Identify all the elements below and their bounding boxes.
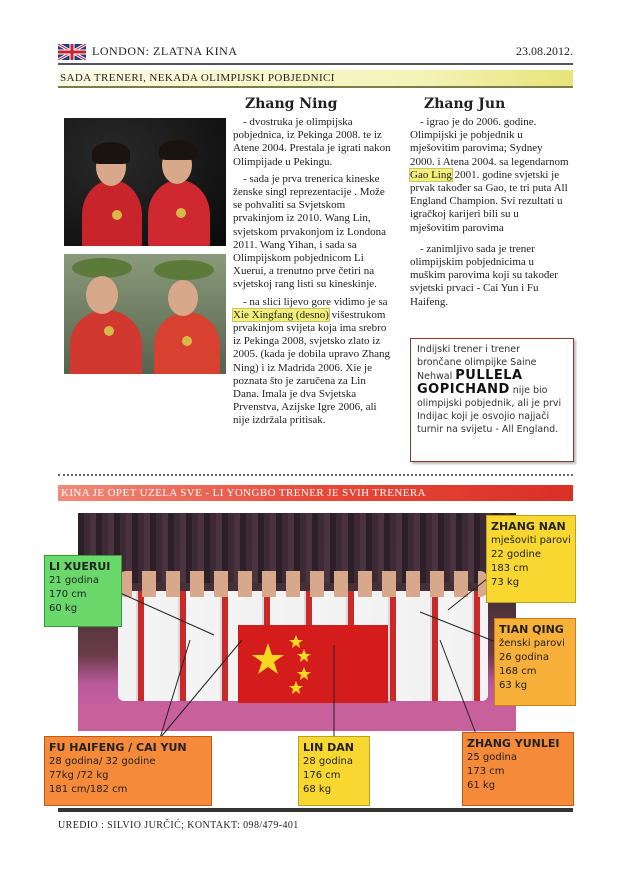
zhang-jun-p1-after: 2001. godine svjetski je prvak također sa Gao, te tri puta All England Champion. Svi rezultati u igračkoj karijeri bili su u mješovitim parovima <box>410 168 568 234</box>
zhang-nan-age: 22 godine <box>491 549 541 560</box>
tian-qing-weight: 63 kg <box>499 680 528 691</box>
lin-dan-height: 176 cm <box>303 770 341 781</box>
infobox-before: Indijski trener i trener brončane olimpijke Saine Nehwal <box>417 344 537 382</box>
heading-zhang-ning: Zhang Ning <box>245 96 338 112</box>
section2-title: KINA JE OPET UZELA SVE - LI YONGBO TRENER JE SVIH TRENERA <box>61 487 426 499</box>
lin-dan-weight: 68 kg <box>303 784 332 795</box>
label-fu-haifeng-cai-yun <box>44 736 212 806</box>
lin-dan-name: LIN DAN <box>303 741 354 754</box>
tian-qing-height: 168 cm <box>499 666 537 677</box>
gopichand-infobox <box>410 338 574 462</box>
section1-title: SADA TRENERI, NEKADA OLIMPIJSKI POBJEDNICI <box>60 72 335 84</box>
tian-qing-name: TIAN QING <box>499 623 564 636</box>
zhang-jun-p1-before: - igrao je do 2006. godine. Olimpijski je pobjednik u mješovitim parovima; Sydney 2000. i Atena 2004. sa legendarnom <box>410 116 569 168</box>
tian-qing-age: 26 godina <box>499 652 549 663</box>
photo-zhang-ning-xie-xingfang <box>64 118 226 246</box>
zhang-ning-text <box>233 116 393 428</box>
zhang-ning-p3-rest: višestrukom prvakinjom svijeta koja ima srebro iz Pekinga 2008, svjetsko zlato iz 2005. (kada je dobila upravo Zhang Ning) i iz Madrida 2006. Xie je poznata što je zaručena za Lin Dana. Imala je dva Svjetska Prvenstva, Azijske Igre 2006, ali nije izdržala pritisak. <box>233 308 391 427</box>
fu-cai-weight: 77kg /72 kg <box>49 770 109 781</box>
header-date: 23.08.2012. <box>516 44 573 58</box>
header-title: LONDON: ZLATNA KINA <box>92 44 238 58</box>
label-zhang-nan <box>486 515 576 603</box>
li-xuerui-age: 21 godina <box>49 575 99 586</box>
zhang-yunlei-name: ZHANG YUNLEI <box>467 737 560 750</box>
footer-rule <box>58 808 573 812</box>
highlight-gao-ling: Gao Ling <box>410 168 452 181</box>
fu-cai-height: 181 cm/182 cm <box>49 784 128 795</box>
zhang-jun-p1 <box>410 116 570 235</box>
infobox-after: nije bio olimpijski pobjednik, ali je prvi Indijac koji je osvojio najjači turnir na svijetu - All England. <box>417 385 562 435</box>
li-xuerui-weight: 60 kg <box>49 603 78 614</box>
heading-zhang-jun: Zhang Jun <box>424 96 506 112</box>
section2-title-bar <box>58 485 573 501</box>
li-xuerui-name: LI XUERUI <box>49 560 111 573</box>
section1-title-bar <box>58 70 573 88</box>
zhang-ning-p2: - sada je prva trenerica kineske ženske singl reprezentacije . Može se pohvaliti sa Svjetskom prvakinjom iz 2010. Wang Lin, svjetskom prvakonjom iz Londona 2011. Wang Yihan, i sada sa Olimpijskom pobjednicom Li Xuerui, a trenutno prve četiri na svjetskoj rang listi su kineskinje. <box>233 172 387 291</box>
label-lin-dan <box>298 736 370 806</box>
zhang-ning-p3-lead: - na slici lijevo gore vidimo je sa <box>243 295 388 308</box>
zhang-ning-p3 <box>233 296 393 428</box>
zhang-nan-height: 183 cm <box>491 563 529 574</box>
tian-qing-event: ženski parovi <box>499 638 565 649</box>
zhang-ning-p1: - dvostruka je olimpijska pobjednica, iz Pekinga 2008. te iz Atene 2004. Prestala je igrati nakon Olimpijade u Pekingu. <box>233 116 391 168</box>
team-china-photo <box>78 513 516 731</box>
label-li-xuerui <box>44 555 122 627</box>
zhang-nan-weight: 73 kg <box>491 577 520 588</box>
zhang-nan-event: mješoviti parovi <box>491 535 571 546</box>
zhang-yunlei-weight: 61 kg <box>467 780 496 791</box>
label-tian-qing <box>494 618 576 706</box>
infobox-name: PULLELA GOPICHAND <box>417 368 523 397</box>
uk-flag-icon <box>58 44 86 60</box>
zhang-yunlei-height: 173 cm <box>467 766 505 777</box>
li-xuerui-height: 170 cm <box>49 589 87 600</box>
zhang-nan-name: ZHANG NAN <box>491 520 566 533</box>
footer-credits: UREDIO : SILVIO JURČIĆ; KONTAKT: 098/479-401 <box>58 820 299 831</box>
fu-cai-age: 28 godina/ 32 godine <box>49 756 156 767</box>
header-rule <box>58 63 573 65</box>
zhang-jun-text <box>410 116 570 309</box>
dotted-divider <box>58 474 573 476</box>
highlight-xie-xingfang: Xie Xingfang (desno) <box>233 308 329 321</box>
page-header <box>58 42 573 62</box>
lin-dan-age: 28 godina <box>303 756 353 767</box>
zhang-yunlei-age: 25 godina <box>467 752 517 763</box>
zhang-jun-p2: - zanimljivo sada je trener olimpijskim pobjednicima u muškim parovima koji su također svjetski prvaci - Cai Yun i Fu Haifeng. <box>410 242 558 308</box>
fu-cai-name: FU HAIFENG / CAI YUN <box>49 741 187 754</box>
photo-zhang-jun-gao-ling <box>64 254 226 374</box>
label-zhang-yunlei <box>462 732 574 806</box>
infobox-text <box>417 343 567 436</box>
